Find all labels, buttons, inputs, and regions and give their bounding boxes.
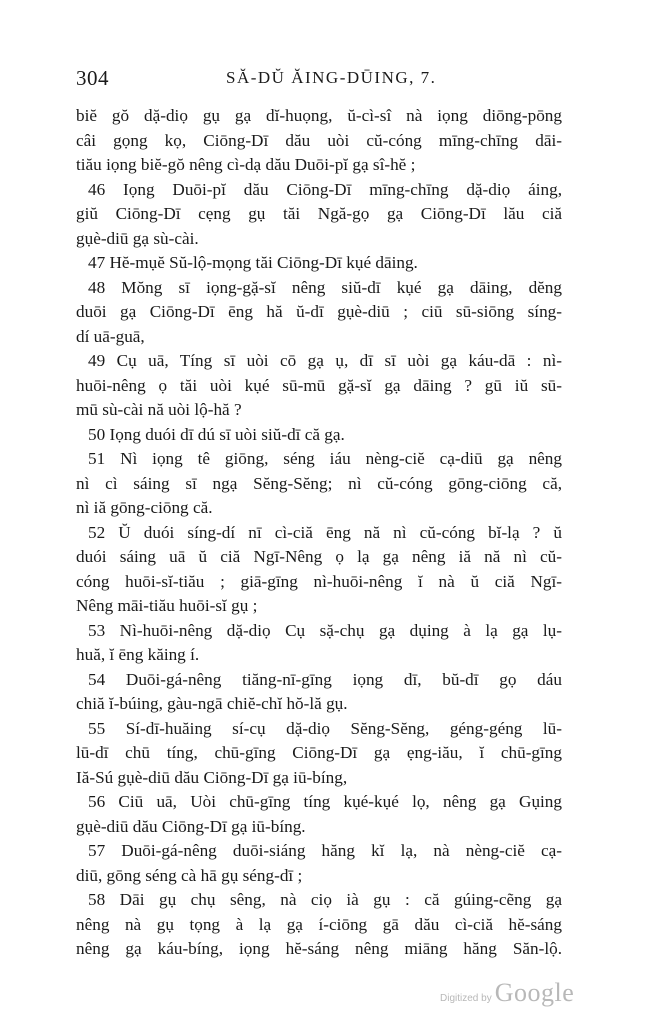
text-line: chiă ĭ-búing, gàu-ngā chiĕ-chĭ hŏ-lă gụ. (76, 694, 348, 713)
text-line: tiău iọng biĕ-gŏ nêng cì-dạ dău Duōi-pĭ gạ sî-hĕ ; (76, 155, 416, 174)
text-line: 46 Iọng Duōi-pĭ dău Ciōng-Dī mīng-chīng dặ-diọ áing, (88, 179, 562, 199)
text-line: 53 Nì-huōi-nêng dặ-diọ Cụ sặ-chụ gạ dụing à lạ gạ lụ- (88, 620, 562, 640)
text-line: lū-dī chū tíng, chū-gīng Ciōng-Dī gạ ẹng-iău, ĭ chū-gīng (76, 743, 562, 762)
text-line: nì iă gōng-ciōng că. (76, 498, 213, 517)
text-line: 49 Cụ uā, Tíng sī uòi cō gạ ụ, dī sī uòi gạ káu-dā : nì- (88, 351, 562, 370)
google-wordmark: Google (494, 978, 575, 1007)
text-line: duói sáing uā ŭ ciă Ngī-Nêng ọ lạ gạ nêng iă nă nì cŭ- (76, 547, 562, 566)
running-head: SĂ-DŬ ĂING-DŪING, 7. (226, 68, 437, 87)
watermark-prefix: Digitized by (440, 993, 492, 1004)
text-line: huōi-nêng ọ tăi uòi kụé sū-mū gặ-sĭ gạ dāing ? gū iŭ sū- (76, 375, 562, 395)
text-line: câi gọng kọ, Ciōng-Dī dău uòi cŭ-cóng mīng-chīng dāi- (76, 130, 562, 150)
text-line: 58 Dāi gụ chụ sêng, nà ciọ ià gụ : că gúing-cẽng gạ (88, 890, 562, 909)
text-line: giŭ Ciōng-Dī cẹng gụ tăi Ngă-gọ gạ Ciōng-Dī lău ciă (76, 204, 562, 223)
text-line: 51 Nì iọng tê giōng, séng iáu nèng-ciĕ cạ-diū gạ nêng (88, 449, 562, 468)
text-line: 55 Sí-dī-huăing sí-cụ dặ-diọ Sĕng-Sĕng, géng-géng lū- (88, 718, 562, 738)
text-line: Nêng māi-tiău huōi-sĭ gụ ; (76, 596, 258, 615)
text-line: cóng huōi-sĭ-tiău ; giā-gīng nì-huōi-nêng ĭ nà ŭ ciă Ngī- (76, 571, 562, 591)
text-line: nêng gạ káu-bíng, iọng hĕ-sáng nêng miāng hăng Săn-lộ. (76, 939, 562, 958)
text-line: dí uā-guā, (76, 326, 145, 346)
text-line: Iă-Sú gụè-diū dău Ciōng-Dī gạ iū-bíng, (76, 767, 348, 787)
text-line: nêng nà gụ tọng à lạ gạ í-ciōng gā dău cì-ciă hĕ-sáng (76, 914, 562, 934)
text-line: nì cì sáing sī ngạ Sĕng-Sĕng; nì cŭ-cóng gōng-ciōng că, (76, 473, 562, 493)
text-line: diū, gōng séng cà hā gụ séng-dī ; (76, 865, 303, 885)
text-line: 57 Duōi-gá-nêng duōi-siáng hăng kĭ lạ, nà nèng-ciĕ cạ- (88, 841, 562, 860)
page-header (76, 66, 566, 92)
text-line: duōi gạ Ciōng-Dī ēng hă ŭ-dī gụè-diū ; ciū sū-siōng síng- (76, 302, 562, 321)
text-line: gụè-diū gạ sù-cài. (76, 228, 199, 248)
text-line: 56 Ciū uā, Uòi chū-gīng tíng kụé-kụé lọ, nêng gạ Gụing (88, 792, 562, 811)
text-line: 47 Hĕ-mụĕ Sŭ-lộ-mọng tăi Ciōng-Dī kụé dāing. (88, 253, 418, 272)
text-line: gụè-diū dău Ciōng-Dī gạ iū-bíng. (76, 816, 306, 836)
text-line: mū sù-cài nă uòi lộ-hă ? (76, 400, 242, 419)
page-number: 304 (76, 66, 109, 90)
digitized-watermark (440, 978, 574, 1008)
text-line: 50 Iọng duói dī dú sī uòi siŭ-dī că gạ. (88, 424, 345, 444)
text-line: 52 Ŭ duói síng-dí nī cì-ciă ēng nă nì cŭ-cóng bĭ-lạ ? ŭ (88, 522, 562, 542)
text-line: 48 Mŏng sī iọng-gặ-sĭ nêng siŭ-dī kụé gạ dāing, dĕng (88, 277, 562, 297)
text-line: huă, ĭ ēng kăing í. (76, 645, 200, 664)
text-line: 54 Duōi-gá-nêng tiăng-nī-gīng iọng dī, bŭ-dī gọ dáu (88, 669, 562, 689)
body-text (76, 104, 562, 962)
text-line: biĕ gŏ dặ-diọ gụ gạ dĭ-huọng, ŭ-cì-sî nà iọng diōng-pōng (76, 106, 562, 125)
